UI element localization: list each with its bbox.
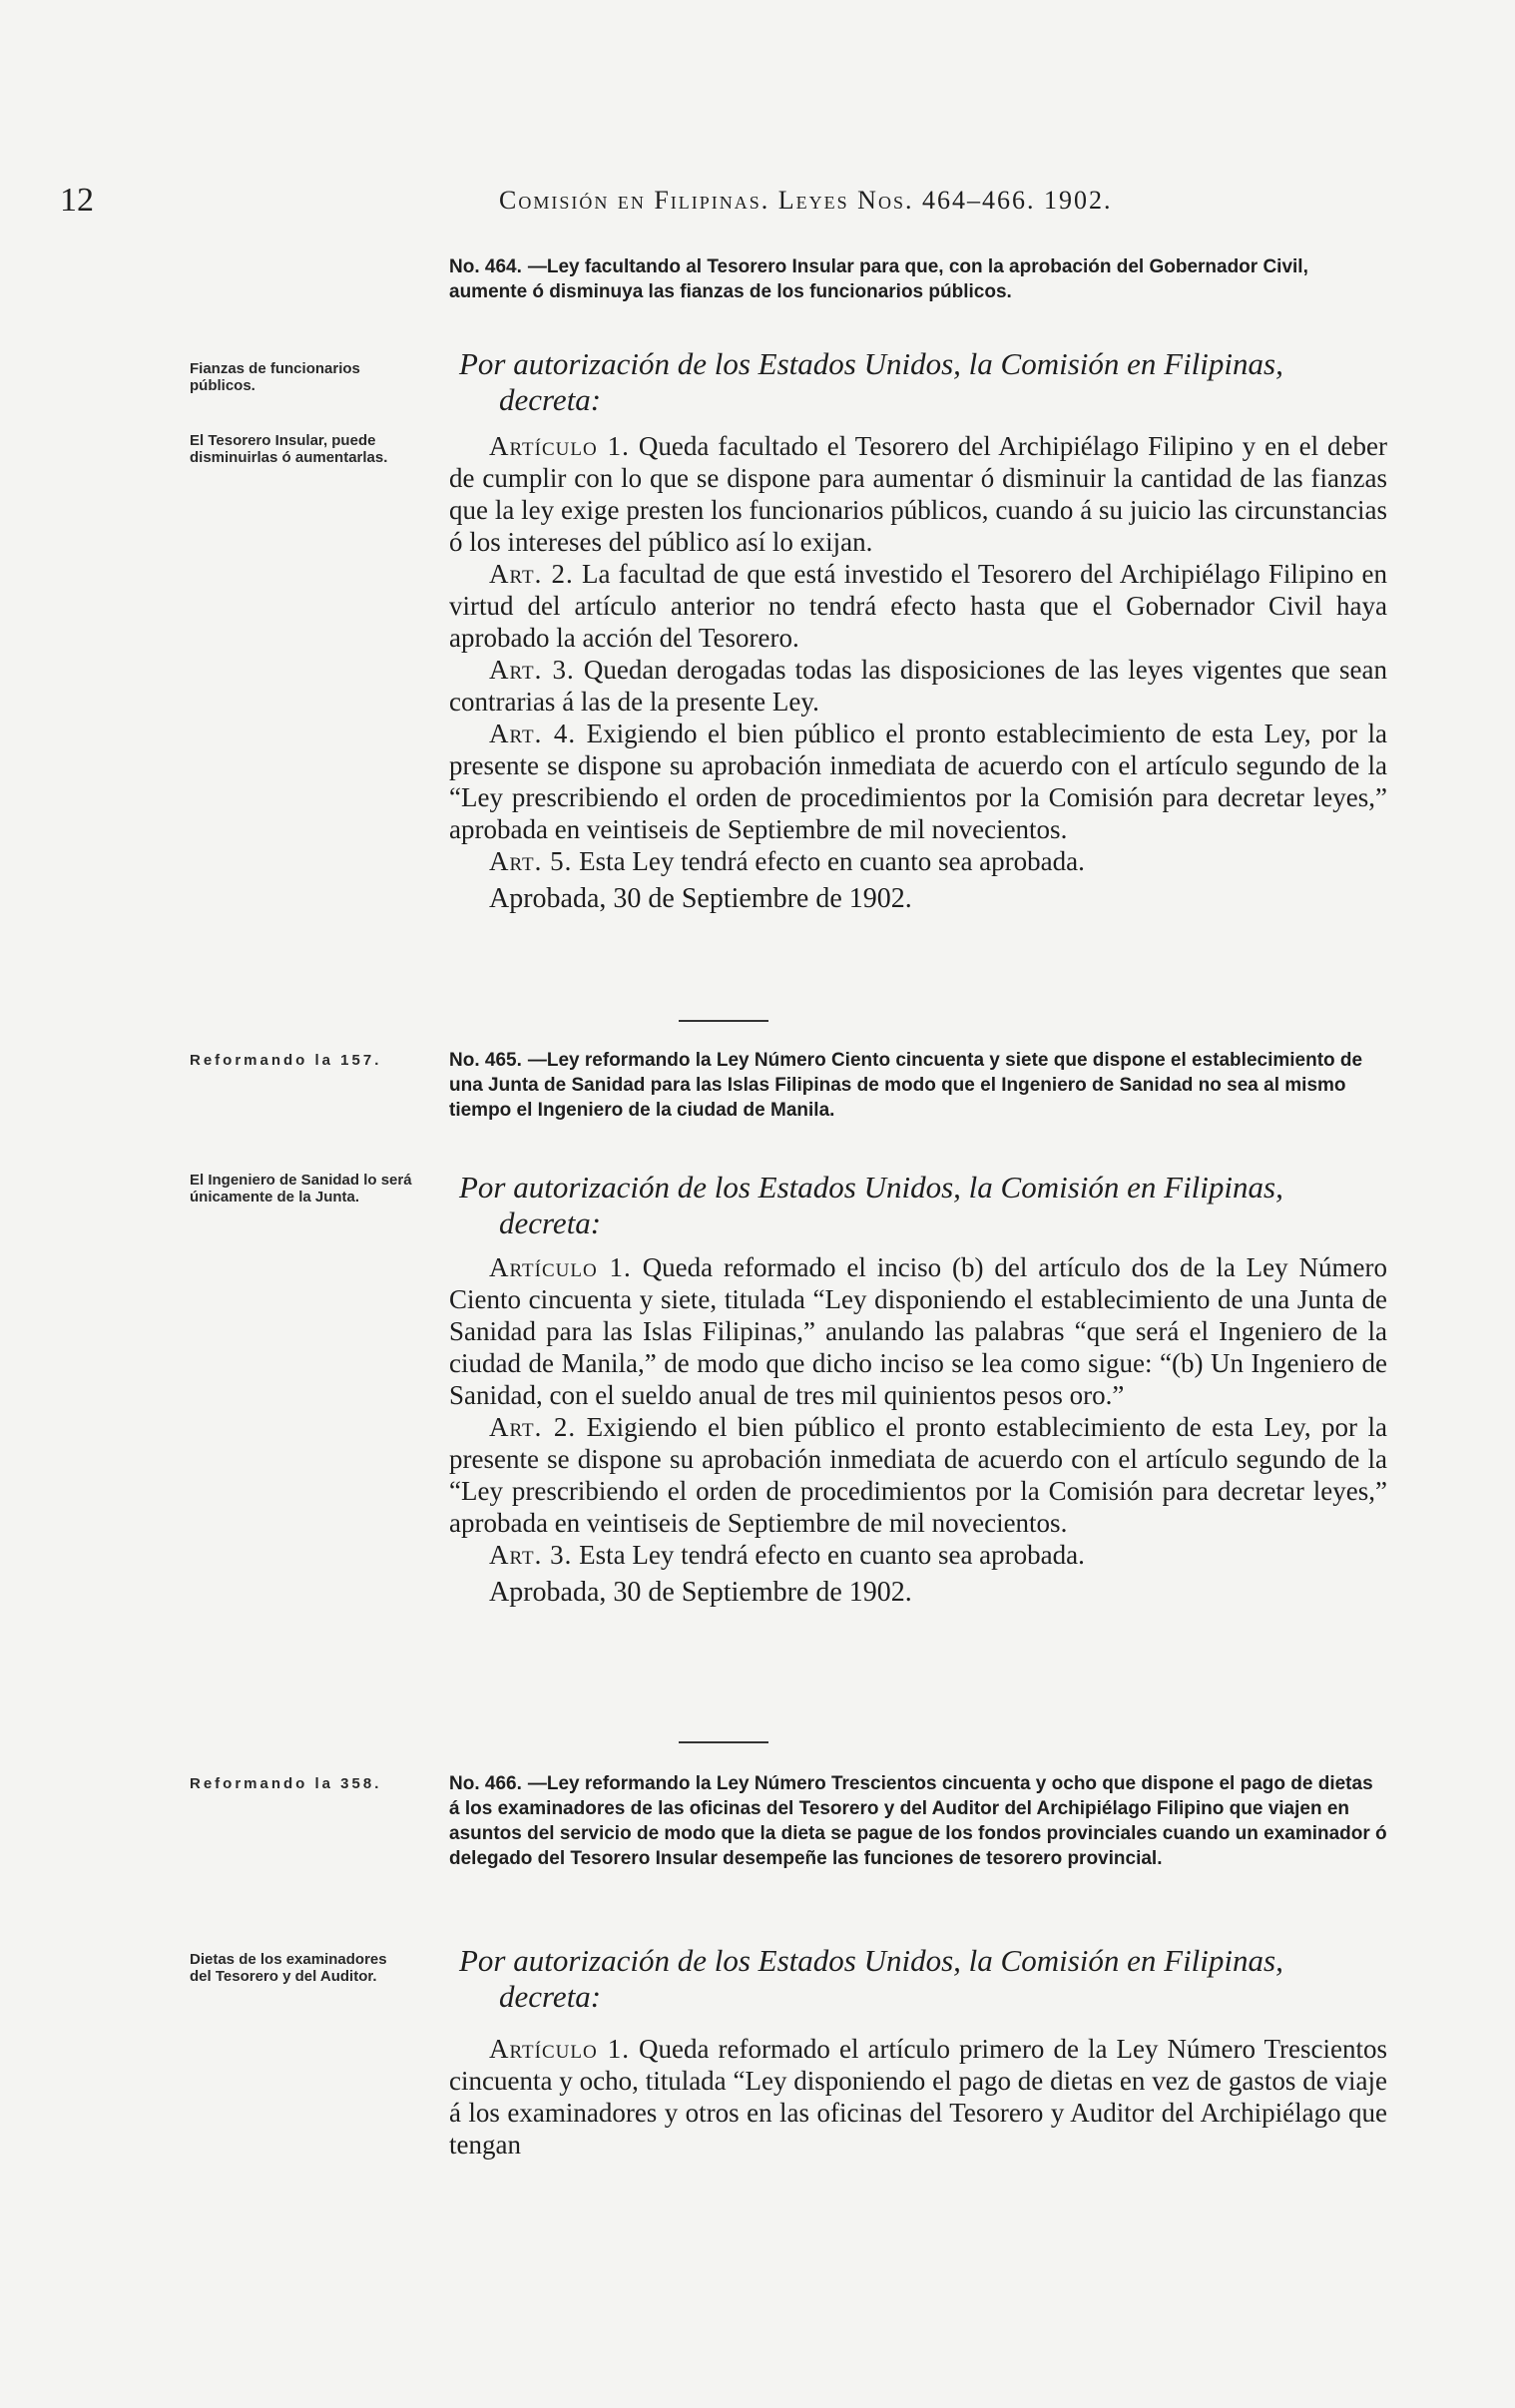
article-label: Art. 3.	[489, 1540, 573, 1570]
article-label: Art. 2.	[489, 1412, 577, 1442]
law-title	[449, 254, 1387, 304]
law-title-text: —Ley reformando la Ley Número Trescientos cincuenta y ocho que dispone el pago de dietas á los examinadores de las oficinas del Tesorero y del Auditor del Archipiélago Filipino que viajen en asuntos del servicio de modo que la dieta se pague de los fondos provinciales cuando un examinador ó delegado del Tesorero Insular desempeñe las funciones de tesorero provincial.	[449, 1773, 1387, 1869]
article-text: La facultad de que está investido el Tesorero del Archipiélago Filipino en virtud del artículo anterior no tendrá efecto hasta que el Gobernador Civil haya aprobado la acción del Tesorero.	[449, 559, 1388, 653]
law-title	[449, 1771, 1387, 1871]
article	[449, 1539, 1387, 1571]
law-body	[449, 1251, 1387, 1609]
article-text: Queda reformado el inciso (b) del artículo dos de la Ley Número Ciento cincuenta y siete, titulada “Ley disponiendo el establecimiento de una Junta de Sanidad para las Islas Filipinas,” anulando las palabras “que será el Ingeniero de la ciudad de Manila,” de modo que dicho inciso se lea como sigue: “(b) Un Ingeniero de Sanidad, con el sueldo anual de tres mil quinientos pesos oro.”	[449, 1252, 1388, 1410]
article	[449, 1411, 1387, 1539]
approved-date: Aprobada, 30 de Septiembre de 1902.	[489, 1577, 912, 1608]
article	[449, 718, 1387, 845]
page-header	[60, 182, 1387, 222]
article	[449, 845, 1387, 877]
preamble-text: Por autorización de los Estados Unidos, la Comisión en Filipinas,	[459, 1943, 1283, 1978]
law-body	[449, 2033, 1387, 2161]
article-text: Queda reformado el artículo primero de la Ley Número Trescientos cincuenta y ocho, titulada “Ley disponiendo el pago de dietas en vez de gastos de viaje á los examinadores y otros en las oficinas del Tesorero y Auditor del Archipiélago que tengan	[449, 2034, 1388, 2160]
preamble	[459, 346, 1387, 418]
approved-date: Aprobada, 30 de Septiembre de 1902.	[489, 883, 912, 914]
sidenote-reformando-358: Reformando la 358.	[190, 1775, 382, 1792]
law-number: No. 464.	[449, 256, 522, 277]
law-title-text: —Ley facultando al Tesorero Insular para que, con la aprobación del Gobernador Civil, aumente ó disminuya las fianzas de los funcionarios públicos.	[449, 256, 1308, 302]
sidenote-fianzas: Fianzas de funcionarios públicos.	[190, 360, 360, 394]
article	[449, 430, 1387, 558]
law-title	[449, 1048, 1387, 1123]
preamble	[459, 1170, 1387, 1241]
article-label: Art. 2.	[489, 559, 574, 589]
article-label: Art. 5.	[489, 846, 573, 876]
article	[449, 558, 1387, 654]
law-number: No. 465.	[449, 1050, 522, 1071]
article-label: Artículo 1.	[489, 1252, 632, 1282]
preamble	[459, 1943, 1387, 2015]
preamble-text: Por autorización de los Estados Unidos, la Comisión en Filipinas,	[459, 1170, 1283, 1204]
law-number: No. 466.	[449, 1773, 522, 1794]
article-text: Exigiendo el bien público el pronto establecimiento de esta Ley, por la presente se dispone su aprobación inmediata de acuerdo con el artículo segundo de la “Ley prescribiendo el orden de procedimientos por la Comisión para decretar leyes,” aprobada en veintiseis de Septiembre de mil novecientos.	[449, 719, 1387, 844]
sidenote-tesorero: El Tesorero Insular, puede disminuirlas ó aumentarlas.	[190, 432, 388, 466]
law-body	[449, 430, 1387, 915]
section-divider	[679, 1741, 768, 1743]
law-title-text: —Ley reformando la Ley Número Ciento cincuenta y siete que dispone el establecimiento de una Junta de Sanidad para las Islas Filipinas de modo que el Ingeniero de Sanidad no sea al mismo tiempo el Ingeniero de la ciudad de Manila.	[449, 1050, 1363, 1121]
article	[449, 1251, 1387, 1411]
sidenote-dietas: Dietas de los examinadores del Tesorero y del Auditor.	[190, 1951, 387, 1985]
page-number: 12	[60, 182, 94, 219]
article-text: Esta Ley tendrá efecto en cuanto sea aprobada.	[579, 1540, 1085, 1570]
section-divider	[679, 1020, 768, 1022]
article-label: Artículo 1.	[489, 431, 630, 461]
sidenote-reformando-157: Reformando la 157.	[190, 1052, 382, 1069]
article	[449, 654, 1387, 718]
decreta: decreta:	[499, 1205, 602, 1240]
article-label: Art. 4.	[489, 719, 577, 748]
article-text: Exigiendo el bien público el pronto establecimiento de esta Ley, por la presente se dispone su aprobación inmediata de acuerdo con el artículo segundo de la “Ley prescribiendo el orden de procedimientos por la Comisión para decretar leyes,” aprobada en veintiseis de Septiembre de mil novecientos.	[449, 1412, 1387, 1538]
article-text: Esta Ley tendrá efecto en cuanto sea aprobada.	[579, 846, 1085, 876]
decreta: decreta:	[499, 1979, 602, 2014]
article-text: Queda facultado el Tesorero del Archipiélago Filipino y en el deber de cumplir con lo que se dispone para aumentar ó disminuir la cantidad de las fianzas que la ley exige presten los funcionarios públicos, cuando á su juicio las circunstancias ó los intereses del público así lo exijan.	[449, 431, 1388, 557]
sidenote-ingeniero: El Ingeniero de Sanidad lo será únicamente de la Junta.	[190, 1172, 412, 1205]
article-label: Artículo 1.	[489, 2034, 630, 2064]
article-label: Art. 3.	[489, 655, 575, 685]
preamble-text: Por autorización de los Estados Unidos, la Comisión en Filipinas,	[459, 346, 1283, 381]
article-text: Quedan derogadas todas las disposiciones de las leyes vigentes que sean contrarias á las de la presente Ley.	[449, 655, 1388, 717]
decreta: decreta:	[499, 382, 602, 417]
running-head: Comisión en Filipinas. Leyes Nos. 464–466. 1902.	[499, 186, 1113, 215]
article	[449, 2033, 1387, 2161]
